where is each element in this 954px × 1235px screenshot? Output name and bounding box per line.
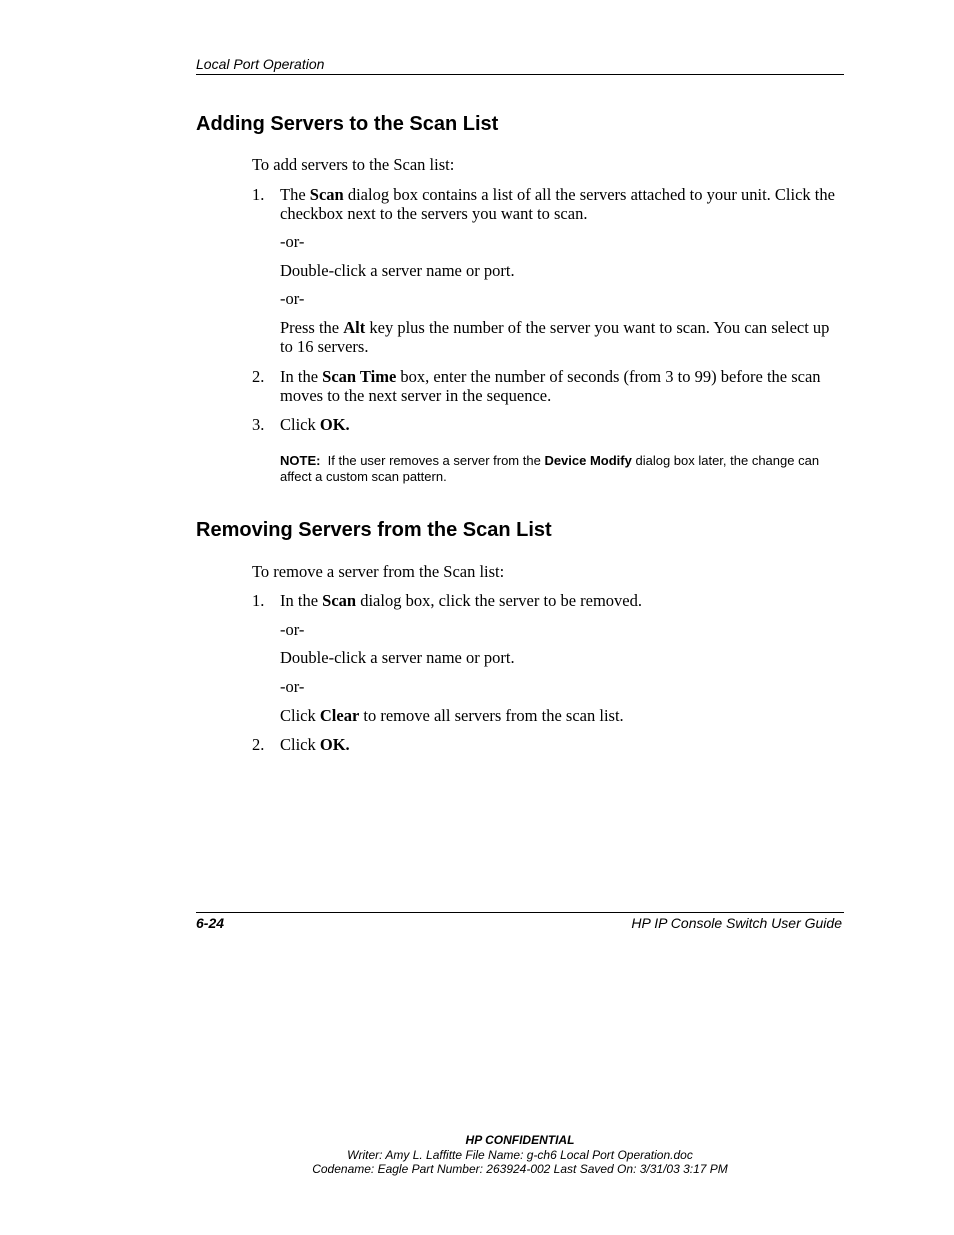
footer-rule	[196, 912, 844, 913]
removing-alt2-bold: Clear	[319, 706, 360, 725]
removing-intro: To remove a server from the Scan list:	[252, 562, 505, 581]
adding-step1-number: 1.	[252, 185, 265, 204]
doc-meta-line-1: Writer: Amy L. Laffitte File Name: g-ch6 Local Port Operation.doc	[347, 1148, 693, 1162]
doc-meta-line-2: Codename: Eagle Part Number: 263924-002 Last Saved On: 3/31/03 3:17 PM	[312, 1162, 728, 1176]
note-post: dialog box later, the change can affect a custom scan pattern.	[280, 453, 820, 484]
note	[280, 453, 845, 485]
adding-step1-text	[280, 185, 842, 223]
adding-alt-2	[280, 318, 842, 356]
adding-step3-bold: OK.	[319, 415, 350, 434]
adding-step1-post: dialog box contains a list of all the servers attached to your unit. Click the checkbox next to the servers you want to scan.	[280, 185, 835, 223]
removing-step2-bold: OK.	[319, 735, 350, 754]
section-heading-adding: Adding Servers to the Scan List	[196, 113, 499, 135]
adding-step2-post: box, enter the number of seconds (from 3 to 99) before the scan moves to the next server in the sequence.	[280, 367, 821, 405]
adding-step2-text	[280, 367, 842, 405]
adding-step3-text	[280, 415, 842, 434]
removing-step1-bold: Scan	[322, 591, 357, 610]
guide-title: HP IP Console Switch User Guide	[631, 915, 842, 931]
adding-or-2: -or-	[280, 289, 305, 308]
note-label: NOTE:	[280, 453, 321, 468]
adding-alt2-post: key plus the number of the server you want to scan. You can select up to 16 servers.	[280, 318, 830, 356]
running-header: Local Port Operation	[196, 56, 325, 72]
adding-step3-number: 3.	[252, 415, 265, 434]
adding-step2-pre: In the	[280, 367, 323, 386]
adding-intro: To add servers to the Scan list:	[252, 155, 455, 174]
note-pre: If the user removes a server from the	[320, 453, 545, 468]
adding-alt-1: Double-click a server name or port.	[280, 261, 515, 280]
removing-alt-2	[280, 706, 842, 725]
removing-step1-number: 1.	[252, 591, 265, 610]
adding-step2-bold: Scan Time	[322, 367, 397, 386]
adding-step1-bold: Scan	[309, 185, 344, 204]
page-number: 6-24	[196, 915, 225, 931]
confidential-label: HP CONFIDENTIAL	[465, 1133, 575, 1147]
header-rule	[196, 74, 844, 75]
removing-step2-text	[280, 735, 842, 754]
section-heading-removing: Removing Servers from the Scan List	[196, 519, 552, 541]
removing-alt2-pre: Click	[280, 706, 320, 725]
removing-step2-pre: Click	[280, 735, 320, 754]
removing-or-2: -or-	[280, 677, 305, 696]
removing-alt-1: Double-click a server name or port.	[280, 648, 515, 667]
adding-or-1: -or-	[280, 232, 305, 251]
adding-step2-number: 2.	[252, 367, 265, 386]
adding-step1-pre: The	[280, 185, 310, 204]
removing-step2-number: 2.	[252, 735, 265, 754]
adding-alt2-pre: Press the	[280, 318, 344, 337]
removing-or-1: -or-	[280, 620, 305, 639]
removing-step1-pre: In the	[280, 591, 323, 610]
removing-step1-post: dialog box, click the server to be removed.	[356, 591, 642, 610]
removing-step1-text	[280, 591, 842, 610]
adding-step3-pre: Click	[280, 415, 320, 434]
note-bold: Device Modify	[544, 453, 632, 468]
adding-alt2-bold: Alt	[343, 318, 366, 337]
removing-alt2-post: to remove all servers from the scan list.	[359, 706, 624, 725]
